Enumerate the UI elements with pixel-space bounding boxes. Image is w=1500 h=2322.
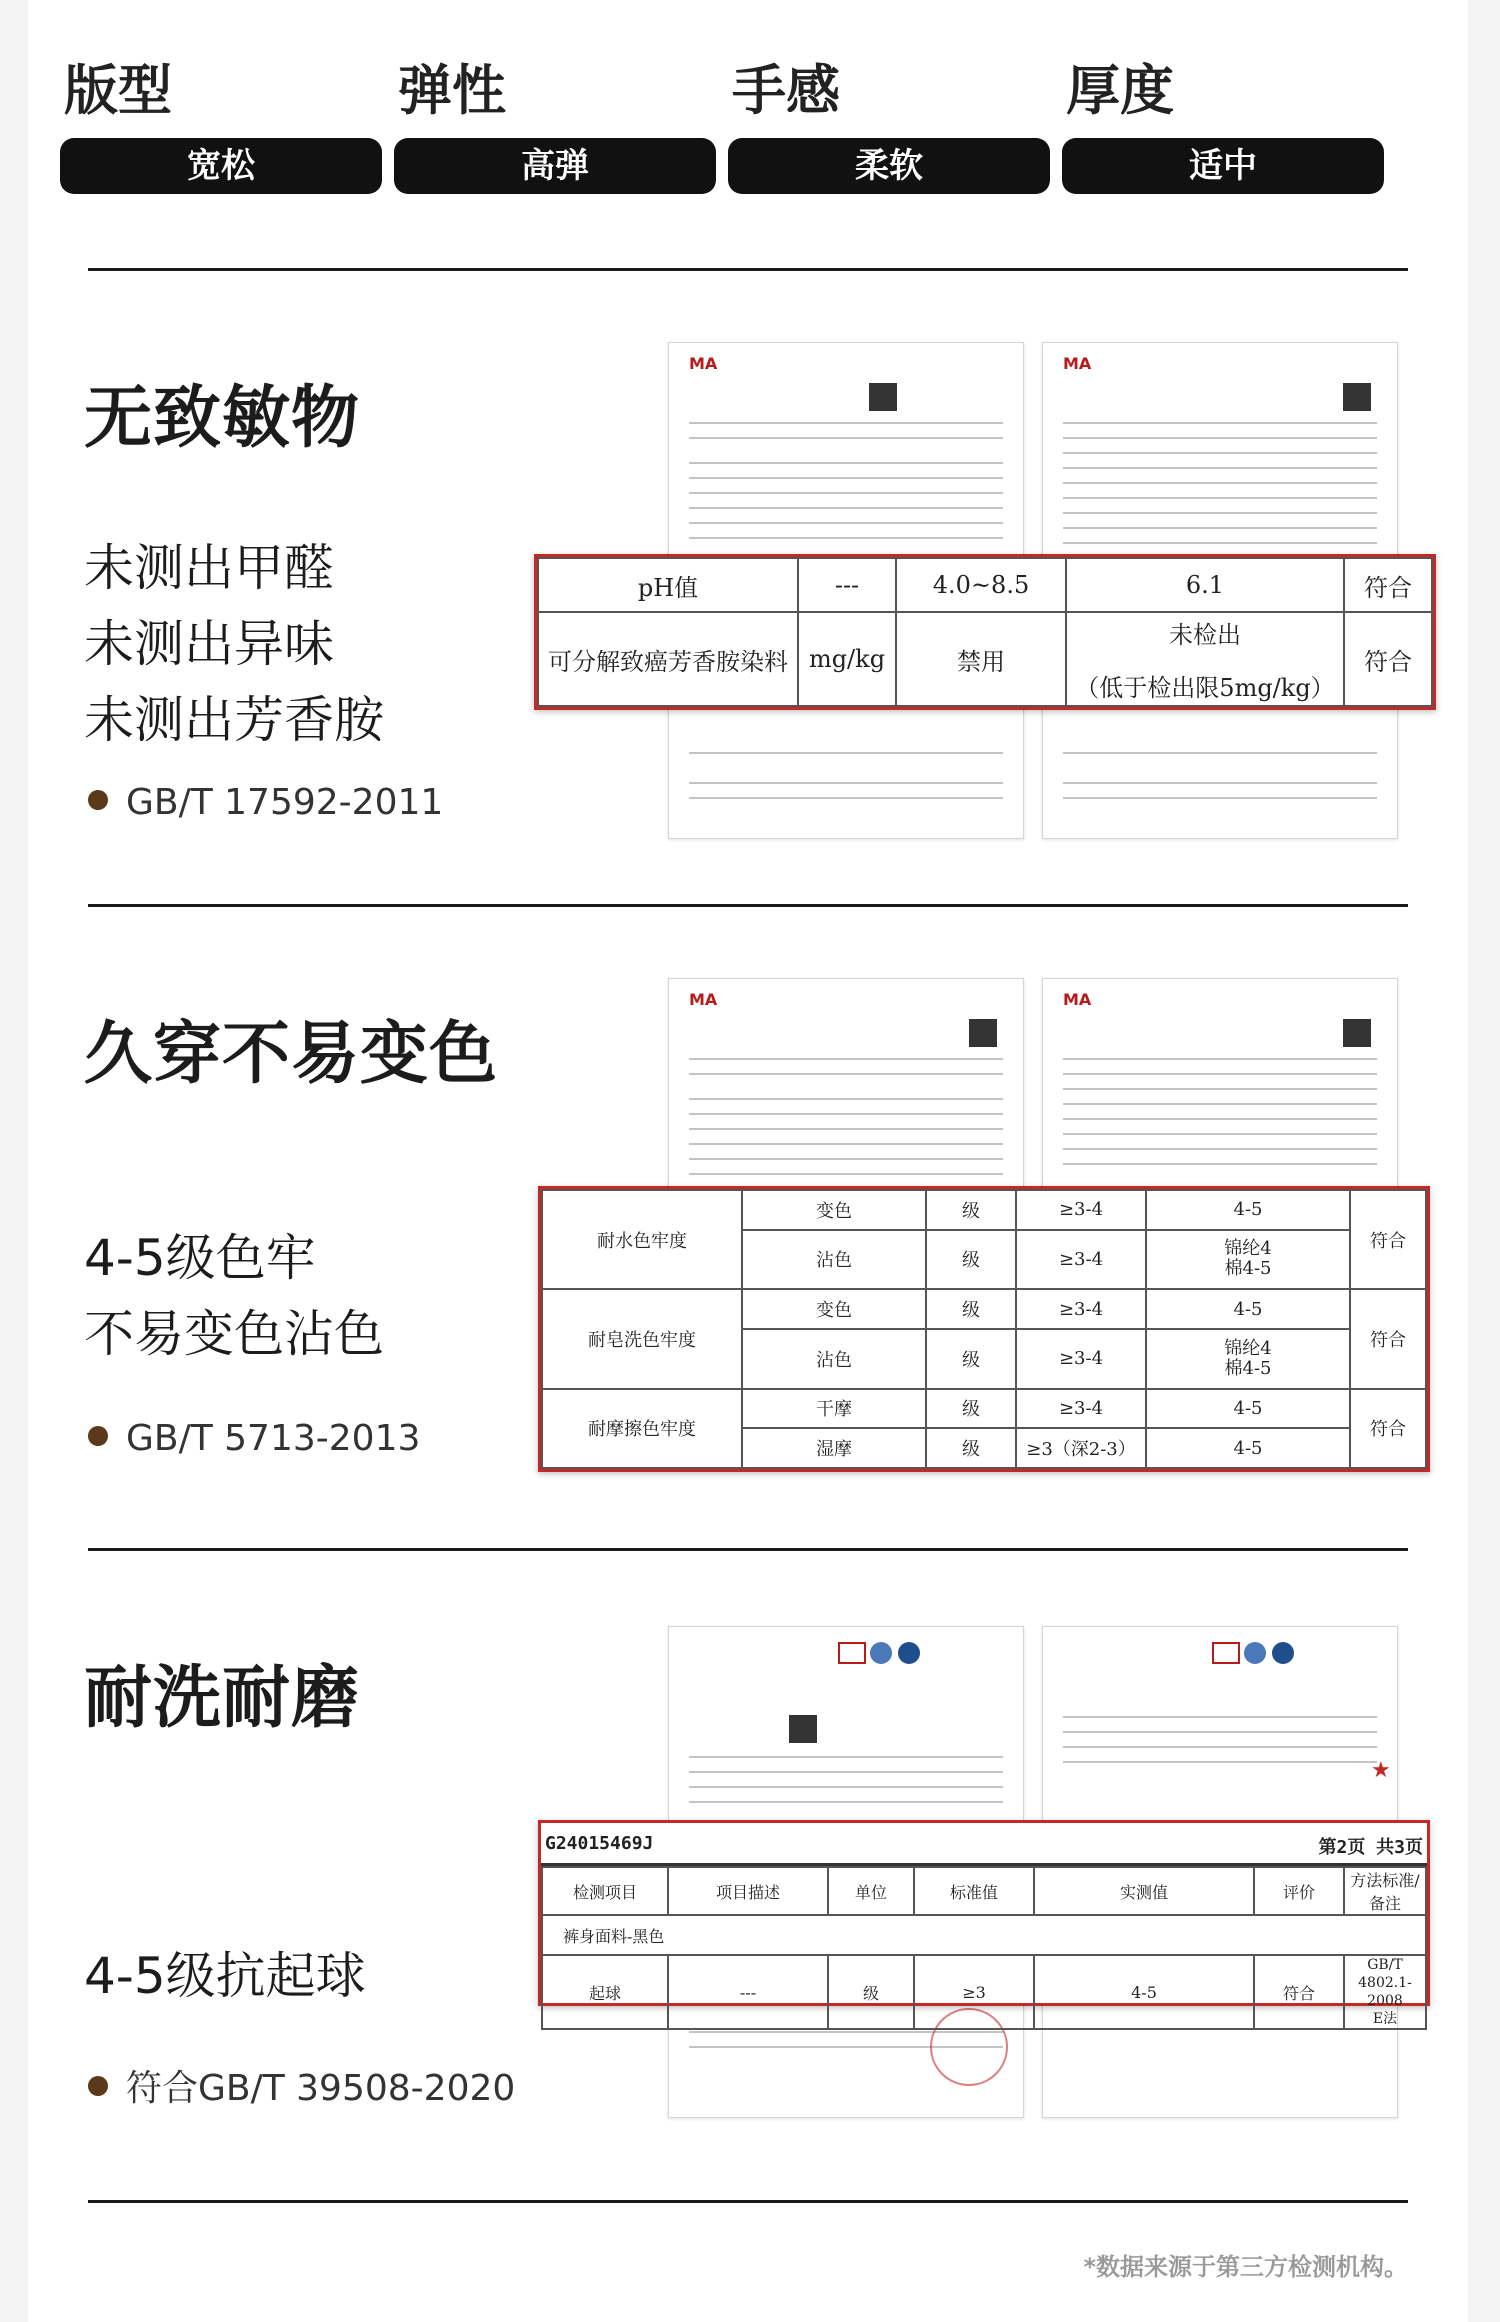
report-number: G24015469J xyxy=(545,1833,654,1854)
table-cell: 6.1 xyxy=(1066,558,1344,612)
table-cell: 级 xyxy=(926,1389,1016,1429)
result-value: 未检出 xyxy=(1169,621,1241,649)
qr-code xyxy=(1343,1019,1371,1047)
section-line: 不易变色沾色 xyxy=(84,1305,384,1363)
table-cell: 级 xyxy=(926,1329,1016,1389)
property-label: 弹性 xyxy=(398,59,506,122)
test-result-callout xyxy=(538,1186,1430,1472)
table-cell: 4-5 xyxy=(1146,1190,1350,1230)
section-no-allergens xyxy=(28,272,1468,902)
standard-text: GB/T 5713-2013 xyxy=(126,1418,421,1459)
table-cell: GB/T 4802.1-2008 E法 xyxy=(1344,1955,1426,2029)
section-divider xyxy=(88,904,1408,907)
cma-mark xyxy=(839,1643,865,1663)
qr-code xyxy=(969,1019,997,1047)
table-row xyxy=(542,1190,1426,1230)
section-line: 4-5级色牢 xyxy=(84,1229,316,1287)
section-standard xyxy=(88,782,443,823)
section-line: 未测出异味 xyxy=(84,615,334,673)
property-value-pill: 柔软 xyxy=(728,138,1050,194)
table-row xyxy=(538,612,1432,706)
table-cell: 4-5 xyxy=(1146,1289,1350,1329)
cnas-mark xyxy=(898,1642,920,1664)
table-cell: 变色 xyxy=(742,1190,926,1230)
table-cell: 锦纶4 棉4-5 xyxy=(1146,1329,1350,1389)
qr-code xyxy=(1343,383,1371,411)
table-row xyxy=(542,1389,1426,1429)
property-tags xyxy=(28,56,1468,216)
table-cell: 符合 xyxy=(1254,1955,1344,2029)
cma-mark: MA xyxy=(1063,990,1092,1009)
bullet-dot xyxy=(88,1426,108,1446)
qr-code xyxy=(789,1715,817,1743)
table-header-cell: 检测项目 xyxy=(542,1867,668,1915)
table-cell: --- xyxy=(668,1955,828,2029)
table-cell: 级 xyxy=(926,1289,1016,1329)
table-cell: 可分解致癌芳香胺染料 xyxy=(538,612,798,706)
section-divider xyxy=(88,2200,1408,2203)
test-result-callout xyxy=(534,554,1436,710)
result-note: （低于检出限5mg/kg） xyxy=(1075,674,1335,702)
table-header-cell: 标准值 xyxy=(914,1867,1034,1915)
table-cell: 符合 xyxy=(1344,612,1432,706)
cma-mark: MA xyxy=(1063,354,1092,373)
table-cell: ≥3-4 xyxy=(1016,1329,1146,1389)
table-row xyxy=(542,1289,1426,1329)
sample-label-cell: 裤身面料-黑色 xyxy=(542,1915,1426,1955)
cnas-mark xyxy=(1272,1642,1294,1664)
table-header-cell: 单位 xyxy=(828,1867,914,1915)
table-cell: 耐摩擦色牢度 xyxy=(542,1389,742,1468)
property-value-pill: 宽松 xyxy=(60,138,382,194)
property-elasticity xyxy=(394,56,716,194)
product-detail-page xyxy=(28,0,1468,2322)
table-cell: 耐皂洗色牢度 xyxy=(542,1289,742,1388)
table-cell: --- xyxy=(798,558,896,612)
section-line: 未测出芳香胺 xyxy=(84,691,384,749)
table-header-cell: 评价 xyxy=(1254,1867,1344,1915)
table-cell: 4-5 xyxy=(1146,1389,1350,1429)
table-cell xyxy=(1066,612,1344,706)
section-line: 未测出甲醛 xyxy=(84,539,334,597)
section-standard xyxy=(88,2060,515,2111)
table-row xyxy=(542,1955,1426,2029)
table-header-row xyxy=(542,1867,1426,1915)
table-cell: ≥3-4 xyxy=(1016,1230,1146,1290)
star-stamp: ★ xyxy=(1371,1758,1391,1783)
bullet-dot xyxy=(88,2076,108,2096)
table-cell: 符合 xyxy=(1350,1289,1426,1388)
table-cell: pH值 xyxy=(538,558,798,612)
cma-mark: MA xyxy=(689,354,718,373)
section-standard xyxy=(88,1418,420,1459)
table-cell: ≥3-4 xyxy=(1016,1190,1146,1230)
table-cell: 4-5 xyxy=(1034,1955,1254,2029)
table-cell: 4.0~8.5 xyxy=(896,558,1066,612)
bullet-dot xyxy=(88,790,108,810)
table-cell: 耐水色牢度 xyxy=(542,1190,742,1289)
table-row xyxy=(538,558,1432,612)
standard-text: GB/T 17592-2011 xyxy=(126,782,444,823)
section-title: 久穿不易变色 xyxy=(84,1015,499,1094)
property-thickness xyxy=(1062,56,1384,194)
table-cell: 湿摩 xyxy=(742,1428,926,1468)
table-cell: 干摩 xyxy=(742,1389,926,1429)
section-title: 无致敏物 xyxy=(84,379,361,458)
table-cell: 级 xyxy=(828,1955,914,2029)
property-fit xyxy=(60,56,382,194)
table-cell: 锦纶4 棉4-5 xyxy=(1146,1230,1350,1290)
property-hand-feel xyxy=(728,56,1050,194)
table-cell: mg/kg xyxy=(798,612,896,706)
property-value-pill: 高弹 xyxy=(394,138,716,194)
table-cell: 变色 xyxy=(742,1289,926,1329)
section-divider xyxy=(88,268,1408,271)
section-title: 耐洗耐磨 xyxy=(84,1659,361,1738)
table-cell: ≥3-4 xyxy=(1016,1289,1146,1329)
footnote: *数据来源于第三方检测机构。 xyxy=(1083,2253,1408,2281)
table-header-cell: 实测值 xyxy=(1034,1867,1254,1915)
report-page-info: 第2页 共3页 xyxy=(1318,1837,1423,1858)
table-cell: 起球 xyxy=(542,1955,668,2029)
table-cell: 级 xyxy=(926,1190,1016,1230)
cma-mark xyxy=(1213,1643,1239,1663)
table-cell: 级 xyxy=(926,1428,1016,1468)
property-label: 厚度 xyxy=(1066,59,1174,122)
table-header-cell: 项目描述 xyxy=(668,1867,828,1915)
table-cell: 禁用 xyxy=(896,612,1066,706)
table-cell: 符合 xyxy=(1350,1389,1426,1468)
cma-mark: MA xyxy=(689,990,718,1009)
report-header-row xyxy=(541,1823,1427,1866)
table-cell: 4-5 xyxy=(1146,1428,1350,1468)
section-colorfastness xyxy=(28,908,1468,1548)
property-value-pill: 适中 xyxy=(1062,138,1384,194)
table-cell: ≥3-4 xyxy=(1016,1389,1146,1429)
table-cell: 级 xyxy=(926,1230,1016,1290)
ilac-mark xyxy=(870,1642,892,1664)
table-cell: 沾色 xyxy=(742,1230,926,1290)
table-cell: 沾色 xyxy=(742,1329,926,1389)
section-divider xyxy=(88,1548,1408,1551)
table-cell: 符合 xyxy=(1344,558,1432,612)
table-cell: 符合 xyxy=(1350,1190,1426,1289)
ilac-mark xyxy=(1244,1642,1266,1664)
table-cell: ≥3 xyxy=(914,1955,1034,2029)
section-wash-durability xyxy=(28,1552,1468,2202)
test-result-callout xyxy=(538,1820,1430,2027)
property-label: 手感 xyxy=(732,59,840,122)
table-row xyxy=(542,1915,1426,1955)
property-label: 版型 xyxy=(64,59,172,122)
table-cell: ≥3（深2-3） xyxy=(1016,1428,1146,1468)
section-line: 4-5级抗起球 xyxy=(84,1947,366,2005)
qr-code xyxy=(869,383,897,411)
standard-text: 符合GB/T 39508-2020 xyxy=(126,2068,516,2109)
table-header-cell: 方法标准/备注 xyxy=(1344,1867,1426,1915)
